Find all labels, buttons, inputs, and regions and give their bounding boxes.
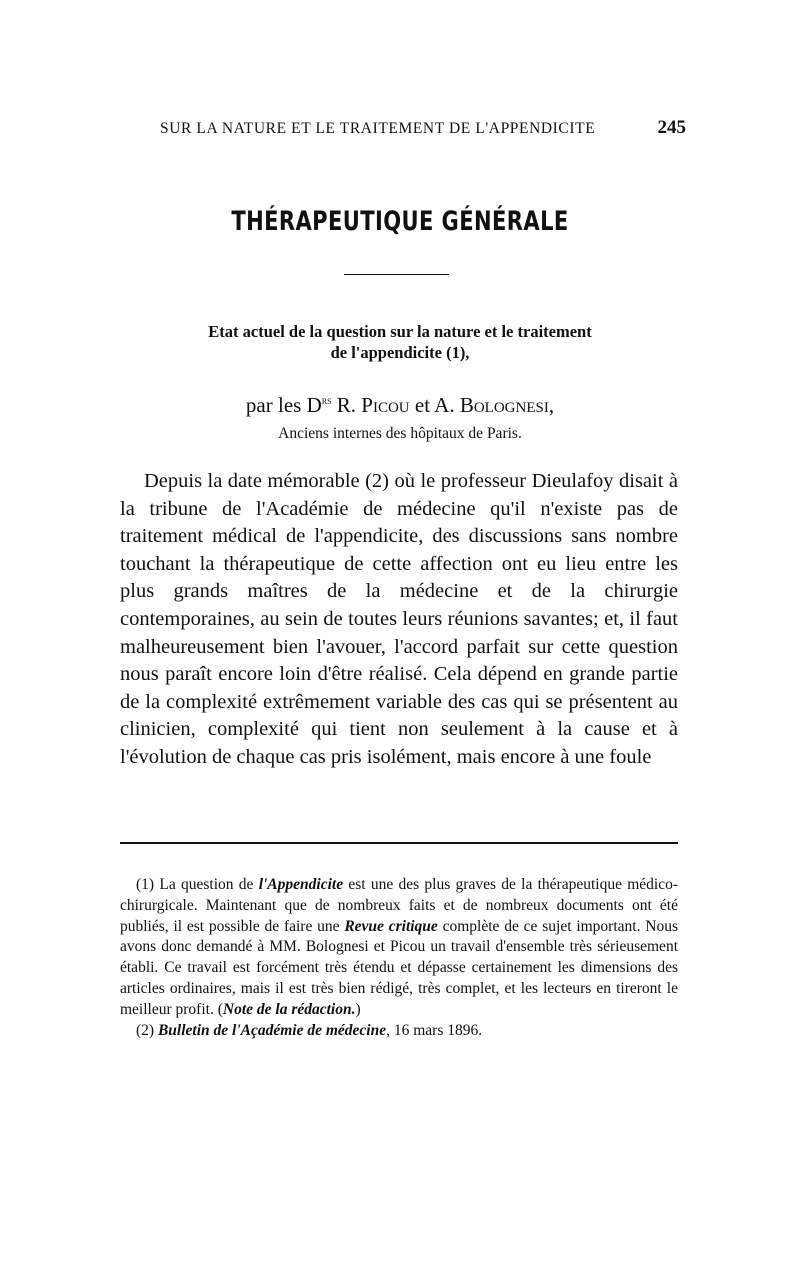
author-2-initial: A. (434, 393, 455, 417)
title-divider (344, 274, 449, 275)
footnote-2-text: , 16 mars 1896. (386, 1021, 483, 1039)
byline-prefix: par les D (245, 393, 322, 417)
author-1-name: Picou (361, 393, 410, 417)
body-paragraph: Depuis la date mémorable (2) où le professeur Dieulafoy disait à la tribune de l'Académie de médecine qu'il n'existe pas de traitement médical de l'appendicite, des discussions sans nombre touchant la thérapeutique de cette affection ont eu lieu entre les plus grands maîtres de la médecine et de la chirurgie contemporaines, au sein de toutes leurs réunions savantes; et, il faut malheureusement bien l'avouer, l'accord parfait sur cette question nous paraît encore loin d'être réalisé. Cela dépend en grande partie de la complexité extrêmement variable des cas qui se présentent au clinicien, complexité qui tient non seulement à la cause et à l'évolution de chaque cas pris isolément, mais encore à une foule (120, 470, 678, 768)
footnote-1-emphasis: Note de la rédaction. (222, 1000, 356, 1018)
footnote-1-marker: (1) (136, 876, 155, 893)
footnote-1-emphasis: Revue critique (344, 917, 438, 935)
byline (100, 393, 700, 418)
author-1-initial: R. (336, 393, 357, 417)
footnotes (120, 875, 678, 1041)
footnote-divider (120, 842, 678, 844)
author-2-name: Bolognesi (459, 393, 549, 417)
author-affiliation: Anciens internes des hôpitaux de Paris. (278, 425, 522, 442)
footnote-2 (120, 1021, 678, 1042)
footnote-1-text: La question de (159, 876, 259, 893)
footnote-1 (120, 875, 678, 1021)
byline-suffix: , (548, 393, 555, 417)
footnote-1-text: est une des plus graves de la thérapeutique médico-chirurgicale. Maintenant que de nombreux faits et de nombreux documents ont été publiés, il est possible de faire une (120, 876, 679, 935)
footnote-2-citation: Bulletin de l'Açadémie de médecine (157, 1021, 387, 1039)
page-number: 245 (657, 117, 686, 138)
running-head (160, 117, 686, 139)
footnote-2-marker: (2) (136, 1021, 155, 1039)
article-title-line-1: Etat actuel de la question sur la nature et le traitement (208, 322, 592, 341)
article-title-line-2: de l'appendicite (1), (330, 343, 470, 362)
footnote-1-text: ) (355, 1000, 361, 1018)
byline-conjunction: et (414, 393, 431, 417)
running-head-title: SUR LA NATURE ET LE TRAITEMENT DE L'APPENDICITE (160, 120, 596, 137)
article-title (100, 321, 700, 363)
footnote-1-text: complète de ce sujet important. Nous avons donc demandé à MM. Bolognesi et Picou un travail d'ensemble très sérieusement établi. Ce travail est forcément très étendu et dépasse certainement les dimensions des articles ordinaires, mais il est très bien rédigé, très complet, et les lecteurs en tireront le meilleur profit. ( (120, 917, 678, 1018)
section-title: THÉRAPEUTIQUE GÉNÉRALE (231, 206, 569, 237)
footnote-1-emphasis: l'Appendicite (258, 876, 344, 893)
byline-degree: rs (321, 395, 332, 407)
